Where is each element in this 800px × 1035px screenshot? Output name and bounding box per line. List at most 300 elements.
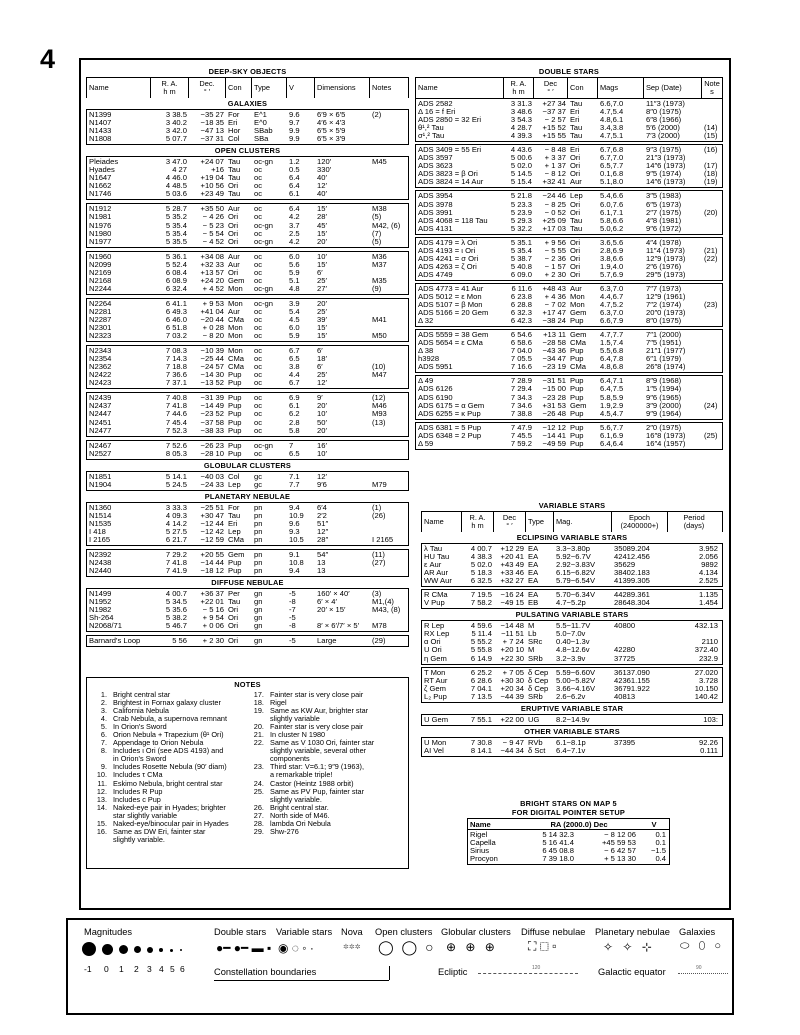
table-cell: +13 57: [200, 268, 224, 277]
table-row: [87, 402, 408, 410]
diffuse-nebula-symbols: ⛶ ⬚ ▫: [528, 939, 557, 953]
table-cell: 5.5,6.8: [600, 347, 624, 356]
note-text: slightly variable, several other: [269, 746, 367, 756]
table-cell: 4 14.2: [165, 519, 187, 528]
table-cell: +22 00: [500, 715, 524, 724]
table-cell: +32 27: [500, 577, 524, 586]
table-cell: 4 00.7: [470, 545, 492, 553]
table-cell: 3.8,6.6: [600, 254, 624, 263]
table-cell: Pup: [228, 402, 242, 411]
table-cell: CMa: [228, 355, 245, 364]
table-cell: 3.3−3.80p: [556, 545, 590, 553]
magnitude-label: 6: [180, 964, 185, 974]
table-cell: 5.7,6.9: [600, 270, 624, 279]
table-cell: Pup: [570, 409, 584, 418]
table-row: [416, 317, 722, 325]
table-row: [416, 301, 722, 309]
row-group: [415, 190, 723, 234]
table-cell: [702, 347, 722, 355]
note-number: 20.: [253, 722, 264, 732]
table-cell: oc: [254, 363, 263, 372]
table-cell: [702, 192, 722, 200]
table-row: [422, 685, 722, 693]
table-cell: +20 34: [500, 684, 524, 693]
magnitude-label: 0: [104, 964, 109, 974]
table-cell: I 418: [89, 527, 106, 536]
table-cell: N2264: [89, 299, 112, 308]
table-cell: 16″8 (1973): [646, 431, 686, 440]
note-number: 23.: [253, 762, 264, 772]
table-cell: 7 58.2: [470, 599, 492, 608]
table-cell: N2287: [89, 315, 112, 324]
table-cell: R CMa: [424, 591, 448, 600]
header-label: h m: [512, 87, 525, 96]
table-cell: 3.2−3.9v: [556, 654, 586, 663]
table-cell: Pup: [570, 377, 584, 386]
table-cell: +20 10: [500, 646, 524, 655]
table-cell: Pup: [228, 379, 242, 388]
table-row: [87, 222, 408, 230]
table-cell: 4.4: [289, 371, 300, 380]
table-cell: +45 59 53: [602, 839, 636, 848]
table-cell: Pup: [228, 567, 242, 576]
table-cell: SRb: [528, 692, 543, 701]
table-cell: 25′: [317, 371, 327, 380]
table-cell: 6′5 × 3′9: [317, 135, 346, 144]
bright-stars-box: [467, 818, 670, 865]
note-number: 24.: [253, 778, 264, 788]
table-cell: Eri: [570, 146, 580, 155]
magnitude-label: 4: [159, 964, 164, 974]
table-cell: Aur: [228, 205, 240, 214]
note-number: 13.: [96, 794, 107, 804]
header-cell: Name: [470, 820, 491, 829]
table-cell: N1904: [89, 480, 112, 489]
table-cell: 5.8,5.9: [600, 393, 624, 402]
table-row: [416, 217, 722, 225]
table-cell: N1514: [89, 511, 112, 520]
header-label: Dec: [502, 513, 517, 522]
table-row: [87, 410, 408, 418]
section-title: PULSATING VARIABLE STARS: [515, 610, 629, 620]
table-cell: M78: [372, 622, 387, 631]
table-row: [416, 355, 722, 363]
table-cell: Tau: [228, 598, 241, 607]
table-cell: (13): [372, 418, 386, 427]
table-cell: [612, 630, 668, 638]
table-cell: −15 00: [542, 385, 566, 394]
table-cell: −12 42: [200, 527, 224, 536]
table-cell: oc-gn: [254, 284, 273, 293]
table-row: [416, 170, 722, 178]
table-cell: oc: [254, 410, 263, 419]
table-cell: Pup: [570, 393, 584, 402]
table-cell: (1): [372, 503, 382, 512]
table-cell: 3.4,3.8: [600, 124, 624, 133]
table-cell: 5′6 (2000): [646, 124, 680, 133]
note-number: 4.: [100, 714, 107, 724]
table-cell: 6 51.8: [165, 324, 187, 333]
table-cell: N2343: [89, 347, 112, 356]
table-cell: 42412.456: [614, 553, 650, 562]
table-header: [415, 77, 723, 98]
table-cell: +25 09: [542, 216, 566, 225]
table-cell: 7 41.8: [165, 402, 187, 411]
table-cell: 7″7 (1973): [646, 284, 682, 293]
table-cell: 3 54.3: [510, 116, 532, 125]
table-row: [468, 831, 669, 839]
table-cell: N1662: [89, 182, 112, 191]
row-group: [421, 620, 723, 664]
section-title: OTHER VARIABLE STARS: [524, 726, 620, 736]
table-cell: oc: [254, 268, 263, 277]
table-row: [416, 424, 722, 432]
table-cell: ADS 4068 = 118 Tau: [418, 216, 488, 225]
table-cell: 5 46.7: [165, 622, 187, 631]
table-row: [87, 520, 408, 528]
table-cell: Hyades: [89, 166, 115, 175]
table-header: [468, 819, 669, 830]
table-cell: 6′: [317, 268, 323, 277]
table-cell: oc: [254, 260, 263, 269]
bright-stars-subtitle: FOR DIGITAL POINTER SETUP: [511, 808, 626, 817]
ecliptic-tick-label: 120: [532, 965, 541, 971]
table-cell: Pup: [228, 418, 242, 427]
table-cell: [612, 747, 668, 755]
table-cell: 3.6,5.6: [600, 238, 624, 247]
table-cell: 4″4 (1978): [646, 238, 682, 247]
magnitude-label: -1: [84, 964, 92, 974]
legend-open-clusters-label: Open clusters: [375, 927, 433, 937]
table-cell: Ori: [228, 221, 239, 230]
note-item: [93, 836, 250, 844]
table-cell: oc: [254, 418, 263, 427]
table-cell: N2323: [89, 332, 112, 341]
table-row: [87, 622, 408, 630]
row-group: [415, 237, 723, 281]
table-cell: 7′3 (2000): [646, 132, 680, 141]
table-cell: [702, 363, 722, 371]
table-cell: +30 47: [200, 511, 224, 520]
note-text: a remarkable triple!: [269, 770, 333, 780]
table-cell: SRc: [528, 638, 543, 647]
table-row: [87, 324, 408, 332]
table-cell: +36 37: [200, 590, 224, 599]
note-number: 15.: [96, 818, 107, 828]
table-cell: (18): [704, 170, 718, 179]
table-cell: ADS 3978: [418, 200, 453, 209]
table-cell: −24 46: [542, 192, 566, 201]
header-cell: RA (2000.0) Dec: [550, 820, 608, 829]
table-cell: 5 40.8: [510, 262, 532, 271]
table-cell: 7 45.5: [510, 431, 532, 440]
table-cell: 36791.922: [614, 684, 650, 693]
table-cell: Mon: [570, 292, 585, 301]
header-cell: [462, 512, 494, 532]
table-cell: M35: [372, 276, 387, 285]
table-cell: Capella: [470, 839, 496, 848]
table-row: [87, 316, 408, 324]
table-cell: ADS 4131: [418, 224, 453, 233]
note-number: 14.: [96, 802, 107, 812]
table-cell: 2′2: [317, 511, 327, 520]
legend-galactic-equator-label: Galactic equator: [598, 967, 666, 977]
variable-star-symbols: ◉ ◌ ◦ ·: [278, 941, 314, 955]
table-cell: Ori: [228, 622, 239, 631]
table-cell: 40800: [614, 622, 636, 631]
table-cell: N2451: [89, 418, 112, 427]
magnitude-label: 5: [170, 964, 175, 974]
note-number: 10.: [96, 770, 107, 780]
table-cell: M50: [372, 332, 387, 341]
row-group: [86, 502, 409, 546]
table-cell: +12 29: [500, 545, 524, 553]
table-cell: 6 11.6: [511, 284, 532, 293]
table-cell: CMa: [228, 535, 245, 544]
table-cell: 8″0 (1975): [646, 108, 682, 117]
table-row: [87, 285, 408, 293]
table-cell: Mon: [228, 284, 243, 293]
table-cell: − 2 36: [544, 254, 566, 263]
table-cell: +22 30: [500, 654, 524, 663]
table-cell: N1808: [89, 135, 112, 144]
table-row: [87, 450, 408, 458]
table-cell: 9.1: [289, 551, 300, 560]
table-cell: 3 38.5: [165, 111, 187, 119]
table-cell: − 5 23: [202, 221, 224, 230]
table-cell: Ori: [570, 238, 581, 247]
table-cell: 5 03.6: [165, 190, 187, 199]
table-cell: 7 05.5: [510, 355, 532, 364]
table-cell: 8 05.3: [165, 449, 187, 458]
table-cell: 7 28.9: [510, 377, 532, 386]
table-cell: oc-gn: [254, 237, 273, 246]
table-cell: Ori: [570, 254, 581, 263]
table-cell: ADS 4773 = 41 Aur: [418, 284, 484, 293]
table-row: [87, 166, 408, 174]
table-cell: [702, 339, 722, 347]
table-cell: 6.5: [289, 355, 300, 364]
table-cell: 5 38.7: [510, 254, 532, 263]
table-cell: + 4 52: [202, 284, 224, 293]
note-text: Includes c Pup: [113, 794, 161, 804]
table-cell: ADS 3409 = 55 Eri: [418, 146, 482, 155]
row-group: [86, 392, 409, 436]
table-cell: +17 03: [542, 224, 566, 233]
table-cell: 6 46.0: [165, 315, 187, 324]
table-cell: oc: [254, 174, 263, 183]
table-cell: − 8 20: [202, 332, 224, 341]
table-row: [87, 590, 408, 598]
header-label: Period: [683, 513, 705, 522]
table-cell: 42361.155: [614, 676, 650, 685]
table-cell: For: [228, 503, 240, 512]
table-cell: (9): [372, 284, 382, 293]
table-cell: 9″6 (1965): [646, 393, 682, 402]
table-cell: T Mon: [424, 668, 446, 677]
galaxy-symbols: ⬭ ⬯ ○: [680, 940, 725, 952]
table-cell: CMa: [228, 315, 245, 324]
table-cell: −24 33: [200, 480, 224, 489]
table-cell: 5 55.8: [470, 646, 492, 655]
table-cell: Eri: [570, 116, 580, 125]
table-cell: M41: [372, 315, 387, 324]
table-cell: Lep: [228, 527, 241, 536]
table-cell: 6.5: [289, 449, 300, 458]
header-label: Mag.: [556, 517, 573, 526]
notes-right-column: [250, 691, 402, 844]
table-cell: 330′: [317, 166, 332, 175]
table-cell: 6.4: [289, 205, 300, 214]
table-cell: 2″6 (1976): [646, 262, 682, 271]
note-text: North side of M46.: [269, 810, 330, 820]
table-cell: 0.5: [289, 166, 300, 175]
table-cell: Tau: [570, 132, 583, 141]
table-cell: −12 59: [200, 535, 224, 544]
double-stars-title: DOUBLE STARS: [538, 67, 600, 76]
table-cell: 0.40−1.3v: [556, 638, 590, 647]
note-number: 6.: [100, 730, 107, 740]
table-cell: + 9 53: [202, 299, 224, 308]
table-cell: 92.26: [698, 738, 718, 747]
table-cell: −49 59: [542, 439, 566, 448]
table-cell: (12): [372, 394, 386, 403]
table-cell: +32 41: [542, 178, 566, 187]
table-cell: 4.8,6.8: [600, 363, 624, 372]
table-cell: M45: [372, 158, 387, 167]
table-cell: 5.92−6.7V: [556, 553, 591, 562]
table-cell: [370, 190, 410, 198]
notes-left-column: [93, 691, 250, 844]
table-cell: -5: [289, 637, 296, 646]
table-cell: δ Sct: [528, 746, 546, 755]
table-cell: Ori: [570, 208, 581, 217]
table-cell: 20′: [317, 402, 327, 411]
table-cell: EA: [528, 569, 539, 578]
table-cell: 10′: [317, 449, 327, 458]
table-cell: −23 19: [542, 363, 566, 372]
table-cell: 7 18.8: [165, 363, 187, 372]
table-header: [421, 511, 723, 532]
table-cell: Tau: [570, 224, 583, 233]
table-cell: 6 08.4: [165, 268, 187, 277]
table-cell: 4.2: [289, 213, 300, 222]
table-cell: 28″: [317, 535, 329, 544]
bright-stars-title: BRIGHT STARS ON MAP 5: [520, 799, 617, 808]
constellation-boundary-tick: [389, 966, 390, 980]
table-cell: 5 35.4: [510, 246, 532, 255]
table-cell: + 7 24: [502, 638, 524, 647]
table-cell: 15′: [317, 332, 327, 341]
table-cell: 232.9: [698, 654, 718, 663]
table-cell: 7 41.9: [165, 567, 187, 576]
table-row: [416, 154, 722, 162]
table-cell: Col: [228, 135, 240, 144]
planetary-nebula-symbols: ✧ ✧ ⊹: [603, 940, 655, 954]
table-cell: Large: [317, 637, 337, 646]
table-cell: 6 54.6: [510, 331, 532, 340]
table-cell: oc: [254, 190, 263, 199]
table-cell: (7): [372, 229, 382, 238]
mag-dot: [180, 949, 182, 951]
table-cell: 7 47.9: [510, 423, 532, 432]
table-cell: oc: [254, 371, 263, 380]
table-cell: 3.952: [698, 545, 718, 553]
table-cell: N2440: [89, 567, 112, 576]
table-cell: 9″6 (1972): [646, 224, 682, 233]
table-cell: λ Tau: [424, 545, 443, 553]
table-cell: R Lep: [424, 622, 445, 631]
table-cell: +19 04: [200, 174, 224, 183]
table-cell: + 1 37: [544, 162, 566, 171]
constellation-boundary-line: [214, 980, 389, 981]
table-cell: 3 31.3: [510, 100, 532, 108]
table-cell: M37: [372, 260, 387, 269]
table-row: [468, 839, 669, 847]
table-cell: Pleiades: [89, 158, 119, 167]
note-text: Same as PV Pup, fainter star: [269, 786, 365, 796]
table-cell: 20′: [317, 426, 327, 435]
table-cell: [702, 285, 722, 293]
table-cell: Pup: [570, 423, 584, 432]
table-cell: [702, 385, 722, 393]
table-row: [416, 339, 722, 347]
galactic-equator-line: [678, 973, 728, 974]
table-cell: 6 28.8: [510, 301, 532, 310]
table-cell: ADS 3991: [418, 208, 453, 217]
table-cell: Ori: [228, 237, 239, 246]
table-cell: 20″0 (1973): [646, 309, 686, 318]
table-row: [416, 255, 722, 263]
table-cell: 14″6 (1973): [646, 162, 686, 171]
note-text: Castor (Heintz 1988 orbit): [269, 778, 354, 788]
table-cell: Pup: [228, 394, 242, 403]
table-row: [422, 638, 722, 646]
table-cell: Δ 49: [418, 377, 434, 386]
table-cell: σ¹,² Tau: [418, 132, 445, 141]
table-cell: 6.6,7.0: [600, 100, 624, 108]
table-cell: 9″9 (1964): [646, 409, 682, 418]
table-cell: ADS 4241 = σ Ori: [418, 254, 479, 263]
table-cell: 4.7,5.1: [600, 132, 624, 141]
table-cell: N2477: [89, 426, 112, 435]
double-star-symbols: ●━ ●━ ▬ ▪: [216, 941, 272, 955]
table-cell: SBab: [254, 127, 273, 136]
table-cell: −14 41: [542, 431, 566, 440]
table-cell: −16 24: [500, 591, 524, 600]
section-title: GALAXIES: [227, 99, 268, 108]
table-cell: N1499: [89, 590, 112, 599]
table-cell: [370, 182, 410, 190]
table-cell: 3 33.3: [165, 503, 187, 512]
table-cell: [370, 520, 410, 528]
table-cell: 7 41.8: [165, 559, 187, 568]
table-row: [422, 646, 722, 654]
table-cell: 42280: [614, 646, 636, 655]
table-cell: 9.6: [289, 519, 300, 528]
table-cell: (19): [704, 178, 718, 187]
table-cell: 9.4: [289, 567, 300, 576]
table-row: [87, 190, 408, 198]
table-cell: N2527: [89, 449, 112, 458]
table-cell: −38 33: [200, 426, 224, 435]
table-cell: Ori: [228, 637, 239, 646]
header-cell: [87, 78, 151, 98]
legend-variable-stars-label: Variable stars: [276, 927, 333, 937]
table-cell: Sh-264: [89, 614, 114, 623]
table-cell: 6″1 (1979): [646, 355, 682, 364]
table-cell: +31 53: [542, 401, 566, 410]
